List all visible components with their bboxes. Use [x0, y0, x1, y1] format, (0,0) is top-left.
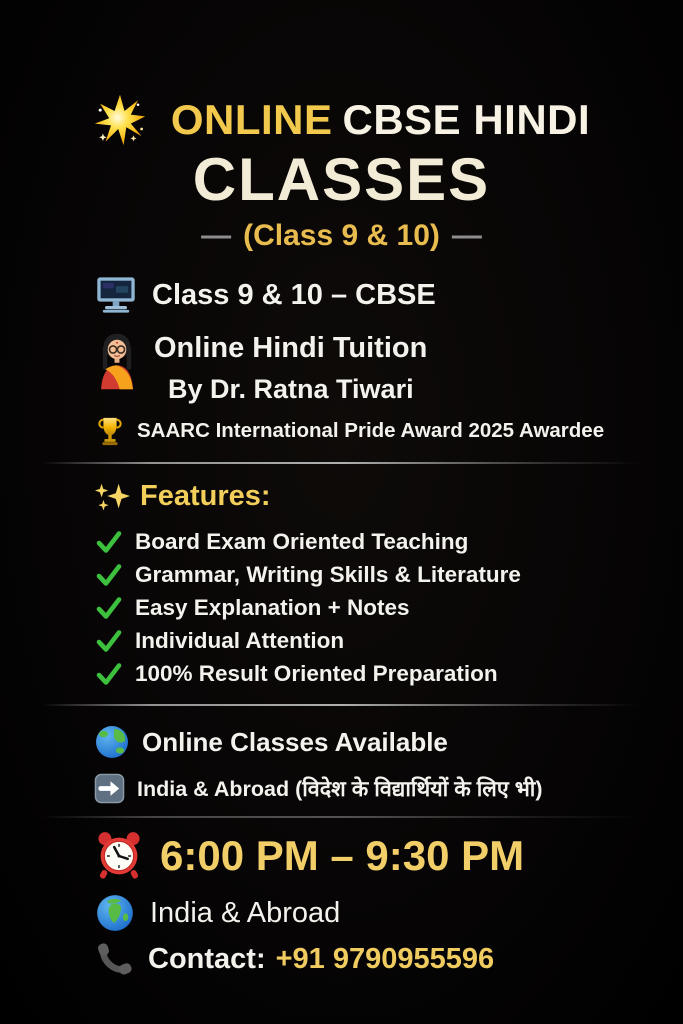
title-rest: CBSE HINDI [342, 96, 591, 143]
tutor-line: By Dr. Ratna Tiwari [168, 374, 414, 404]
tuition-text-block [154, 330, 427, 406]
region-row [0, 773, 683, 804]
teacher-icon [94, 330, 140, 392]
feature-item [0, 558, 683, 591]
feature-text: Board Exam Oriented Teaching [135, 528, 469, 554]
feature-list [0, 525, 683, 690]
title-subtitle-row [0, 216, 683, 256]
subtitle-text: (Class 9 & 10) [243, 219, 440, 252]
award-row [0, 414, 683, 448]
features-heading-row [0, 480, 683, 513]
divider [42, 704, 641, 706]
globe-africa-icon [94, 892, 136, 934]
title-line1 [0, 92, 683, 148]
contact-label: Contact: [148, 942, 266, 975]
tuition-line: Online Hindi Tuition [154, 332, 428, 364]
divider [42, 816, 641, 818]
title-block [0, 92, 683, 256]
arrow-icon [94, 773, 125, 804]
check-icon [96, 529, 122, 555]
feature-text: Grammar, Writing Skills & Literature [135, 561, 521, 587]
tuition-row [0, 330, 683, 406]
online-row [0, 724, 683, 760]
feature-item [0, 591, 683, 624]
class-line: Class 9 & 10 – CBSE [152, 278, 436, 311]
region-line: India & Abroad (विदेश के विद्यार्थियों के लिए भी) [137, 777, 543, 801]
trophy-icon [94, 414, 126, 448]
award-line: SAARC International Pride Award 2025 Awardee [137, 419, 605, 442]
feature-text: Individual Attention [135, 627, 345, 653]
feature-item [0, 624, 683, 657]
time-row [0, 830, 683, 882]
starburst-icon [93, 93, 147, 147]
contact-row [0, 940, 683, 978]
feature-item [0, 525, 683, 558]
alarm-clock-icon [94, 830, 144, 882]
region-row-bottom [0, 892, 683, 934]
check-icon [96, 628, 122, 654]
subtitle-dash-left: — [201, 219, 232, 252]
time-text: 6:00 PM – 9:30 PM [160, 832, 525, 879]
feature-text: 100% Result Oriented Preparation [135, 660, 498, 686]
check-icon [96, 562, 122, 588]
phone-icon [94, 940, 132, 978]
feature-text: Easy Explanation + Notes [135, 594, 410, 620]
divider [42, 462, 641, 464]
class-row [0, 276, 683, 314]
globe-asia-icon [94, 724, 130, 760]
monitor-icon [94, 276, 138, 314]
title-line2: CLASSES [192, 146, 491, 213]
region-text: India & Abroad [150, 896, 341, 929]
online-line: Online Classes Available [142, 726, 448, 757]
title-highlight: ONLINE [170, 96, 333, 143]
check-icon [96, 661, 122, 687]
subtitle-dash-right: — [451, 219, 482, 252]
features-heading: Features: [140, 480, 271, 512]
check-icon [96, 595, 122, 621]
sparkles-icon [94, 481, 130, 513]
contact-number: +91 9790955596 [275, 942, 495, 975]
feature-item [0, 657, 683, 690]
